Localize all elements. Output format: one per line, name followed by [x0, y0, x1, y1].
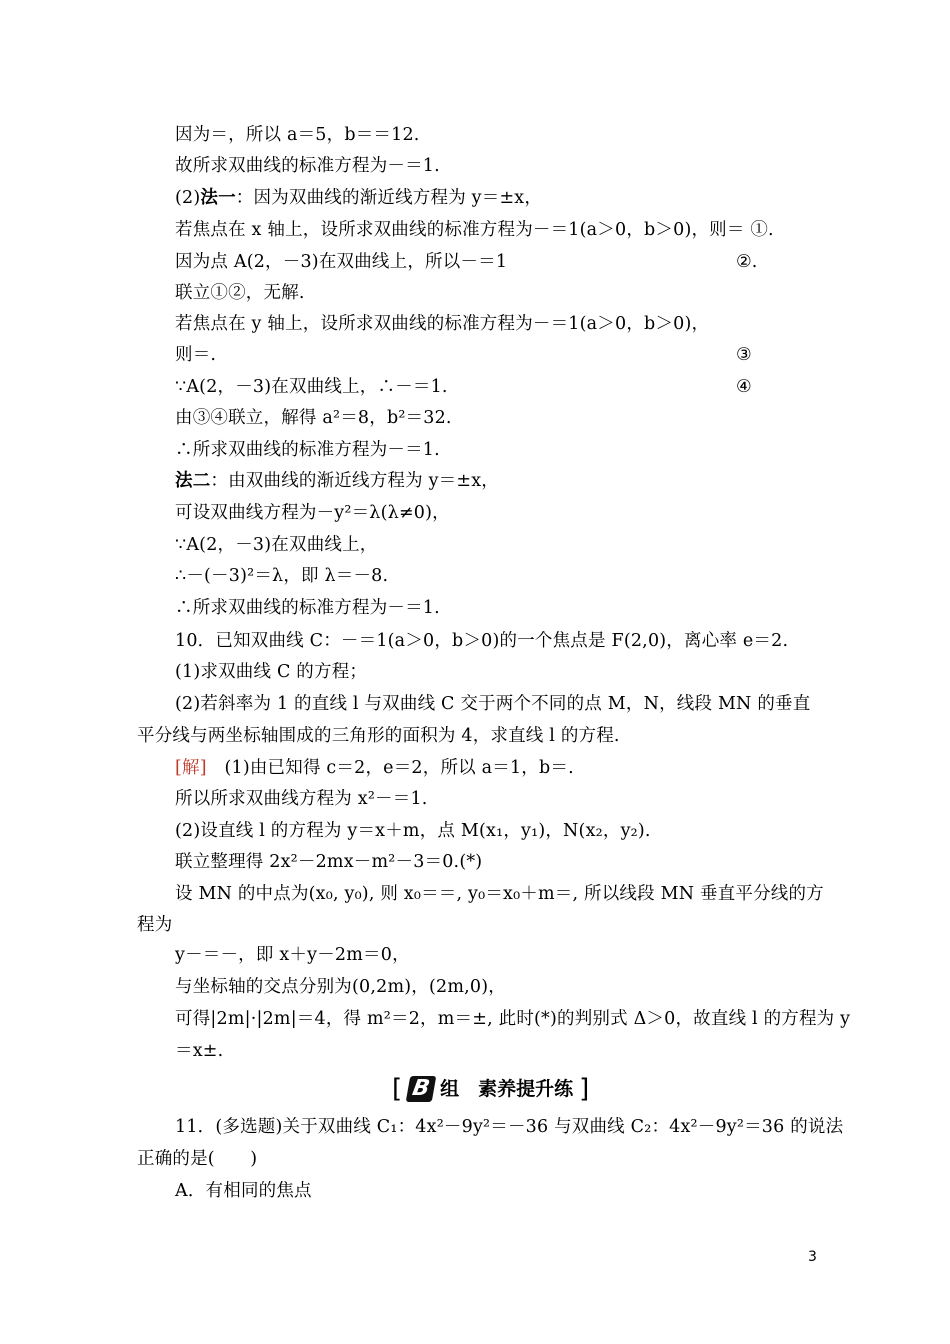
method-label: 法二 — [175, 471, 211, 491]
page-number: 3 — [808, 1249, 817, 1265]
question-10: 10．已知双曲线 C：－＝1(a＞0，b＞0)的一个焦点是 F(2,0)，离心率 e＝2. — [175, 631, 789, 651]
text-line: y－＝－，即 x＋y－2m＝0， — [175, 945, 410, 965]
text-line: 联立①②，无解. — [175, 283, 305, 303]
equation-mark: ④ — [736, 377, 752, 397]
group-b-badge: B — [406, 1076, 437, 1102]
text-line: 因为点 A(2，－3)在双曲线上，所以－＝1 — [175, 252, 508, 272]
section-header — [392, 1072, 589, 1106]
text-line: (1)求双曲线 C 的方程； — [175, 662, 368, 682]
text-line: 与坐标轴的交点分别为(0,2m)，(2m,0)， — [175, 977, 506, 997]
text-line: ∵A(2，－3)在双曲线上， — [175, 535, 378, 555]
text-line: 可设双曲线方程为－y²＝λ(λ≠0)， — [175, 503, 450, 523]
text-line: (2)设直线 l 的方程为 y＝x＋m，点 M(x₁，y₁)，N(x₂，y₂). — [175, 821, 651, 841]
text-line: 正确的是( ) — [137, 1149, 258, 1169]
text-line: ∴所求双曲线的标准方程为－＝1. — [175, 440, 440, 460]
solution-label: [解] — [175, 758, 207, 778]
bracket-right: ] — [579, 1074, 590, 1104]
text-line: ∴－(－3)²＝λ，即 λ＝－8. — [175, 566, 389, 586]
text-line: 由③④联立，解得 a²＝8，b²＝32. — [175, 408, 452, 428]
text-line: 故所求双曲线的标准方程为－＝1. — [175, 156, 440, 176]
text-line: 程为 — [137, 915, 173, 935]
text-line: 设 MN 的中点为(x₀, y₀), 则 x₀＝＝, y₀＝x₀＋m＝, 所以线段 MN 垂直平分线的方 — [175, 884, 824, 904]
text-content: (1)由已知得 c＝2，e＝2，所以 a＝1，b＝. — [206, 758, 574, 778]
text-line: ∵A(2，－3)在双曲线上，∴－＝1. — [175, 377, 448, 397]
method-label: 法一 — [200, 188, 236, 208]
text-line: 所以所求双曲线方程为 x²－＝1. — [175, 789, 428, 809]
solution-line — [175, 757, 574, 779]
question-11: 11．(多选题)关于双曲线 C₁：4x²－9y²＝－36 与双曲线 C₂：4x²－9y²＝36 的说法 — [175, 1117, 844, 1137]
text-line: 可得|2m|·|2m|＝4，得 m²＝2，m＝±, 此时(*)的判别式 Δ＞0，故直线 l 的方程为 y — [175, 1009, 851, 1029]
text-line: 则＝. — [175, 345, 217, 365]
text-line: (2)若斜率为 1 的直线 l 与双曲线 C 交于两个不同的点 M，N，线段 MN 的垂直 — [175, 694, 811, 714]
section-title: 组 素养提升练 — [440, 1078, 574, 1100]
equation-mark: ②. — [736, 252, 758, 272]
text-line — [175, 187, 542, 209]
text-line: 若焦点在 y 轴上，设所求双曲线的标准方程为－＝1(a＞0，b＞0)， — [175, 314, 710, 334]
text-line: ∴所求双曲线的标准方程为－＝1. — [175, 598, 440, 618]
text-line: 平分线与两坐标轴围成的三角形的面积为 4，求直线 l 的方程. — [137, 726, 620, 746]
text-prefix: (2) — [175, 188, 201, 208]
bracket-left: [ — [392, 1074, 403, 1104]
text-content: ：因为双曲线的渐近线方程为 y＝±x， — [235, 188, 543, 208]
text-line: 因为＝，所以 a＝5，b＝＝12. — [175, 125, 420, 145]
equation-mark: ③ — [736, 345, 752, 365]
text-line — [175, 470, 499, 492]
text-line: 若焦点在 x 轴上，设所求双曲线的标准方程为－＝1(a＞0，b＞0)，则＝ ①. — [175, 220, 774, 240]
text-content: ：由双曲线的渐近线方程为 y＝±x， — [210, 471, 499, 491]
text-line: 联立整理得 2x²－2mx－m²－3＝0.(*) — [175, 852, 483, 872]
option-a: A．有相同的焦点 — [175, 1181, 312, 1201]
text-line: ＝x±. — [175, 1041, 224, 1061]
